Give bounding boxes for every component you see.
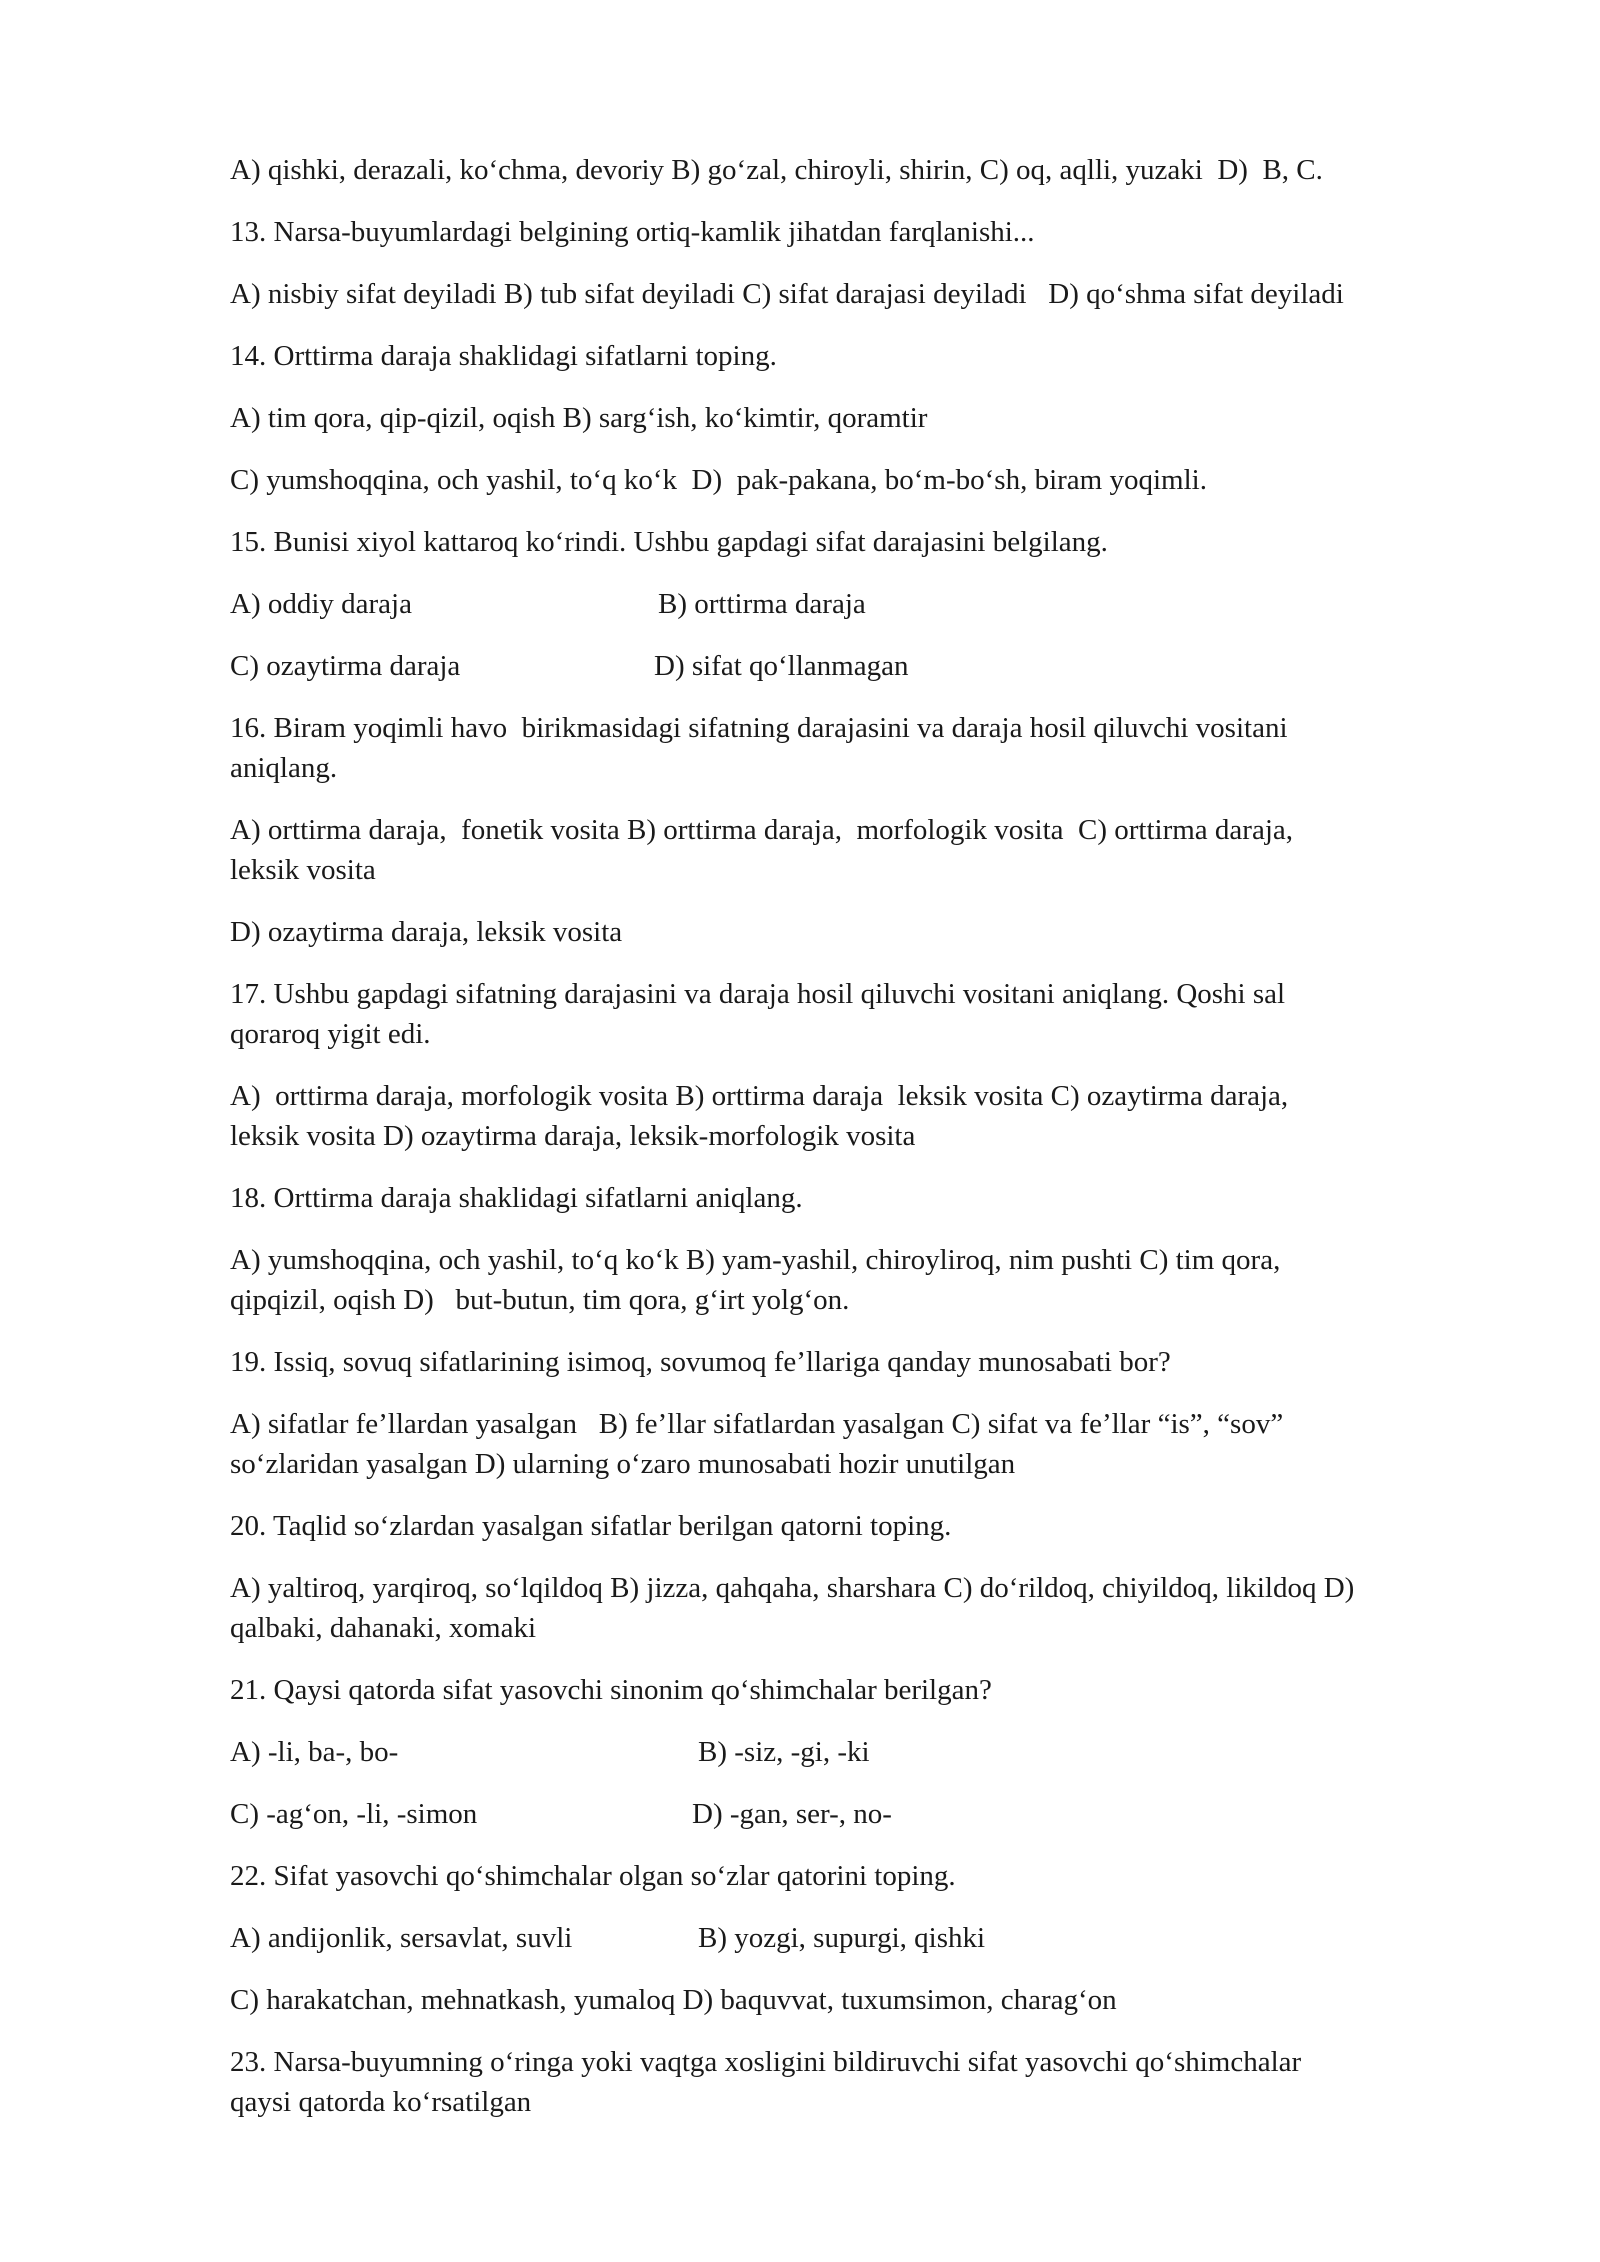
q15-option-c: C) ozaytirma daraja [230, 650, 461, 682]
q21-options-ab [230, 1732, 1500, 1772]
q22-question: 22. Sifat yasovchi qo‘shimchalar olgan so‘zlar qatorini toping. [230, 1860, 956, 1892]
document-page [230, 150, 1500, 2144]
q22-options-ab [230, 1918, 1500, 1958]
q15-option-b: B) orttirma daraja [658, 588, 866, 620]
q14-options-cd: C) yumshoqqina, och yashil, to‘q ko‘k D) pak-pakana, bo‘m-bo‘sh, biram yoqimli. [230, 464, 1207, 496]
q15-option-d: D) sifat qo‘llanmagan [654, 650, 909, 682]
q15-question: 15. Bunisi xiyol kattaroq ko‘rindi. Ushbu gapdagi sifat darajasini belgilang. [230, 526, 1108, 558]
q16-option-d: D) ozaytirma daraja, leksik vosita [230, 916, 623, 948]
q20-options: A) yaltiroq, yarqiroq, so‘lqildoq B) jizza, qahqaha, sharshara C) do‘rildoq, chiyildoq, likildoq D) qalbaki, dahanaki, xomaki [230, 1572, 1355, 1644]
q15-options-ab [230, 584, 1500, 624]
q20-question: 20. Taqlid so‘zlardan yasalgan sifatlar berilgan qatorni toping. [230, 1510, 952, 1542]
q14-question: 14. Orttirma daraja shaklidagi sifatlarni toping. [230, 340, 777, 372]
q22-option-b: B) yozgi, supurgi, qishki [698, 1922, 986, 1954]
q16-question: 16. Biram yoqimli havo birikmasidagi sifatning darajasini va daraja hosil qiluvchi vositani aniqlang. [230, 712, 1288, 784]
q22-option-a: A) andijonlik, sersavlat, suvli [230, 1922, 573, 1954]
q16-options-abc: A) orttirma daraja, fonetik vosita B) orttirma daraja, morfologik vosita C) orttirma daraja, leksik vosita [230, 814, 1294, 886]
q13-question: 13. Narsa-buyumlardagi belgining ortiq-kamlik jihatdan farqlanishi... [230, 216, 1035, 248]
q18-question: 18. Orttirma daraja shaklidagi sifatlarni aniqlang. [230, 1182, 803, 1214]
q15-options-cd [230, 646, 1500, 686]
q19-options: A) sifatlar fe’llardan yasalgan B) fe’llar sifatlardan yasalgan C) sifat va fe’llar “is”, “sov” so‘zlaridan yasalgan D) ularning o‘zaro munosabati hozir unutilgan [230, 1408, 1284, 1480]
q18-options: A) yumshoqqina, och yashil, to‘q ko‘k B) yam-yashil, chiroyliroq, nim pushti C) tim qora, qipqizil, oqish D) but-butun, tim qora, g‘irt yolg‘on. [230, 1244, 1281, 1316]
q21-option-c: C) -ag‘on, -li, -simon [230, 1798, 478, 1830]
q15-option-a: A) oddiy daraja [230, 588, 412, 620]
q23-question: 23. Narsa-buyumning o‘ringa yoki vaqtga xosligini bildiruvchi sifat yasovchi qo‘shimchalar qaysi qatorda ko‘rsatilgan [230, 2046, 1302, 2118]
q19-question: 19. Issiq, sovuq sifatlarining isimoq, sovumoq fe’llariga qanday munosabati bor? [230, 1346, 1171, 1378]
q21-option-a: A) -li, ba-, bo- [230, 1736, 399, 1768]
q12-options: A) qishki, derazali, ko‘chma, devoriy B) go‘zal, chiroyli, shirin, C) oq, aqlli, yuzaki D) B, C. [230, 154, 1323, 186]
q21-option-b: B) -siz, -gi, -ki [698, 1736, 870, 1768]
q21-question: 21. Qaysi qatorda sifat yasovchi sinonim qo‘shimchalar berilgan? [230, 1674, 992, 1706]
q17-question: 17. Ushbu gapdagi sifatning darajasini va daraja hosil qiluvchi vositani aniqlang. Qoshi sal qoraroq yigit edi. [230, 978, 1286, 1050]
q14-options-ab: A) tim qora, qip-qizil, oqish B) sarg‘ish, ko‘kimtir, qoramtir [230, 402, 928, 434]
q13-options: A) nisbiy sifat deyiladi B) tub sifat deyiladi C) sifat darajasi deyiladi D) qo‘shma sifat deyiladi [230, 278, 1344, 310]
q17-options: A) orttirma daraja, morfologik vosita B) orttirma daraja leksik vosita C) ozaytirma daraja, leksik vosita D) ozaytirma daraja, leksik-morfologik vosita [230, 1080, 1289, 1152]
q22-options-cd: C) harakatchan, mehnatkash, yumaloq D) baquvvat, tuxumsimon, charag‘on [230, 1984, 1117, 2016]
q21-option-d: D) -gan, ser-, no- [692, 1798, 892, 1830]
q21-options-cd [230, 1794, 1500, 1834]
